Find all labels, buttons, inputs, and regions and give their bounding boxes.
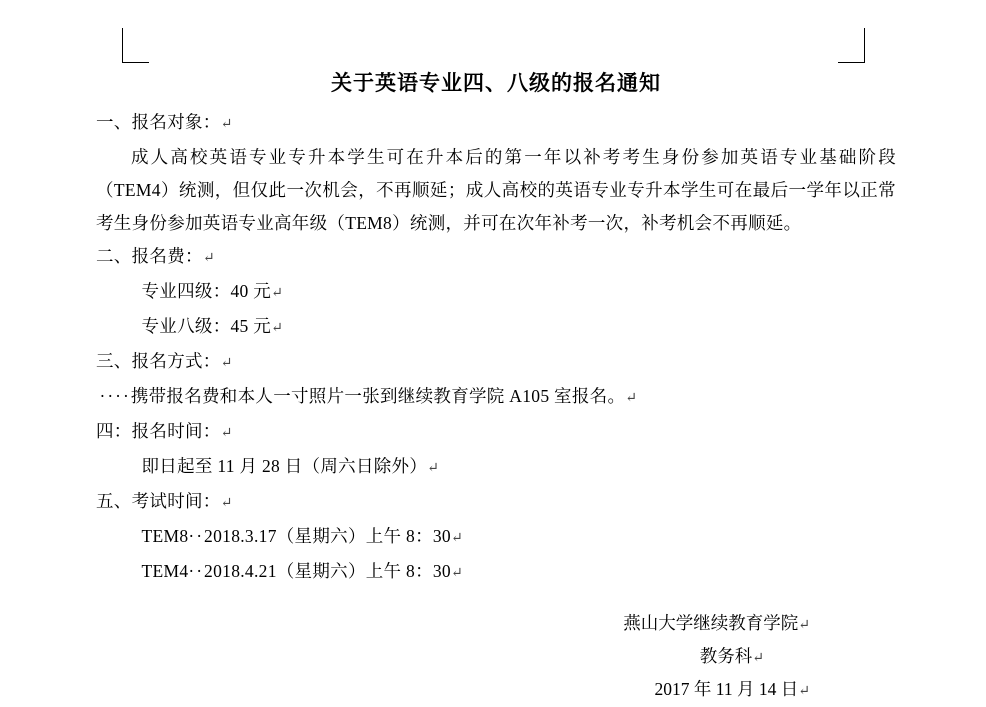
pilcrow-mark: ↵ <box>202 251 215 266</box>
page-title: 关于英语专业四、八级的报名通知 <box>331 71 661 95</box>
registration-period-text: 即日起至 11 月 28 日（周六日除外）↵ <box>141 456 440 476</box>
fee-item-tem8: 专业八级：45 元↵ <box>141 316 284 336</box>
section-heading-5: 五、考试时间：↵ <box>96 491 233 511</box>
pilcrow-mark: ↵ <box>271 321 284 336</box>
inline-dots-mark: ·· <box>188 561 205 581</box>
signature-block <box>96 608 896 707</box>
section-heading-2: 二、报名费：↵ <box>96 246 215 266</box>
inline-dots-mark: ·· <box>188 526 205 546</box>
pilcrow-mark: ↵ <box>220 496 233 511</box>
pilcrow-mark: ↵ <box>450 531 464 546</box>
pilcrow-mark: ↵ <box>798 684 810 699</box>
exam-time-tem8: TEM8··2018.3.17（星期六）上午 8：30↵ <box>141 526 464 546</box>
leading-dots-mark: ···· <box>99 386 131 406</box>
pilcrow-mark: ↵ <box>427 461 440 476</box>
fee-item-tem4: 专业四级：40 元↵ <box>141 281 284 301</box>
signature-organization: 燕山大学继续教育学院↵ <box>623 613 810 633</box>
registration-method-text: ····携带报名费和本人一寸照片一张到继续教育学院 A105 室报名。↵ <box>99 386 638 406</box>
document-body <box>96 66 896 707</box>
crop-mark-top-right <box>838 28 865 63</box>
section-heading-3: 三、报名方式：↵ <box>96 351 233 371</box>
pilcrow-mark: ↵ <box>752 651 764 666</box>
crop-mark-top-left <box>122 28 149 63</box>
section-heading-1: 一、报名对象：↵ <box>96 112 233 132</box>
pilcrow-mark: ↵ <box>220 426 233 441</box>
pilcrow-mark: ↵ <box>220 117 233 132</box>
signature-date: 2017 年 11 月 14 日↵ <box>654 679 810 699</box>
exam-time-tem4: TEM4··2018.4.21（星期六）上午 8：30↵ <box>141 561 464 581</box>
section-body-1: 成人高校英语专业专升本学生可在升本后的第一年以补考考生身份参加英语专业基础阶段（TEM4）统测，但仅此一次机会，不再顺延；成人高校的英语专业专升本学生可在最后一学年以正常考生身份参加英语专业高年级（TEM8）统测，并可在次年补考一次，补考机会不再顺延。 <box>96 147 896 233</box>
pilcrow-mark: ↵ <box>450 566 464 581</box>
signature-department: 教务科↵ <box>699 646 764 666</box>
pilcrow-mark: ↵ <box>271 286 284 301</box>
pilcrow-mark: ↵ <box>625 391 638 406</box>
section-heading-4: 四：报名时间：↵ <box>96 421 233 441</box>
pilcrow-mark: ↵ <box>798 618 810 633</box>
pilcrow-mark: ↵ <box>220 356 233 371</box>
